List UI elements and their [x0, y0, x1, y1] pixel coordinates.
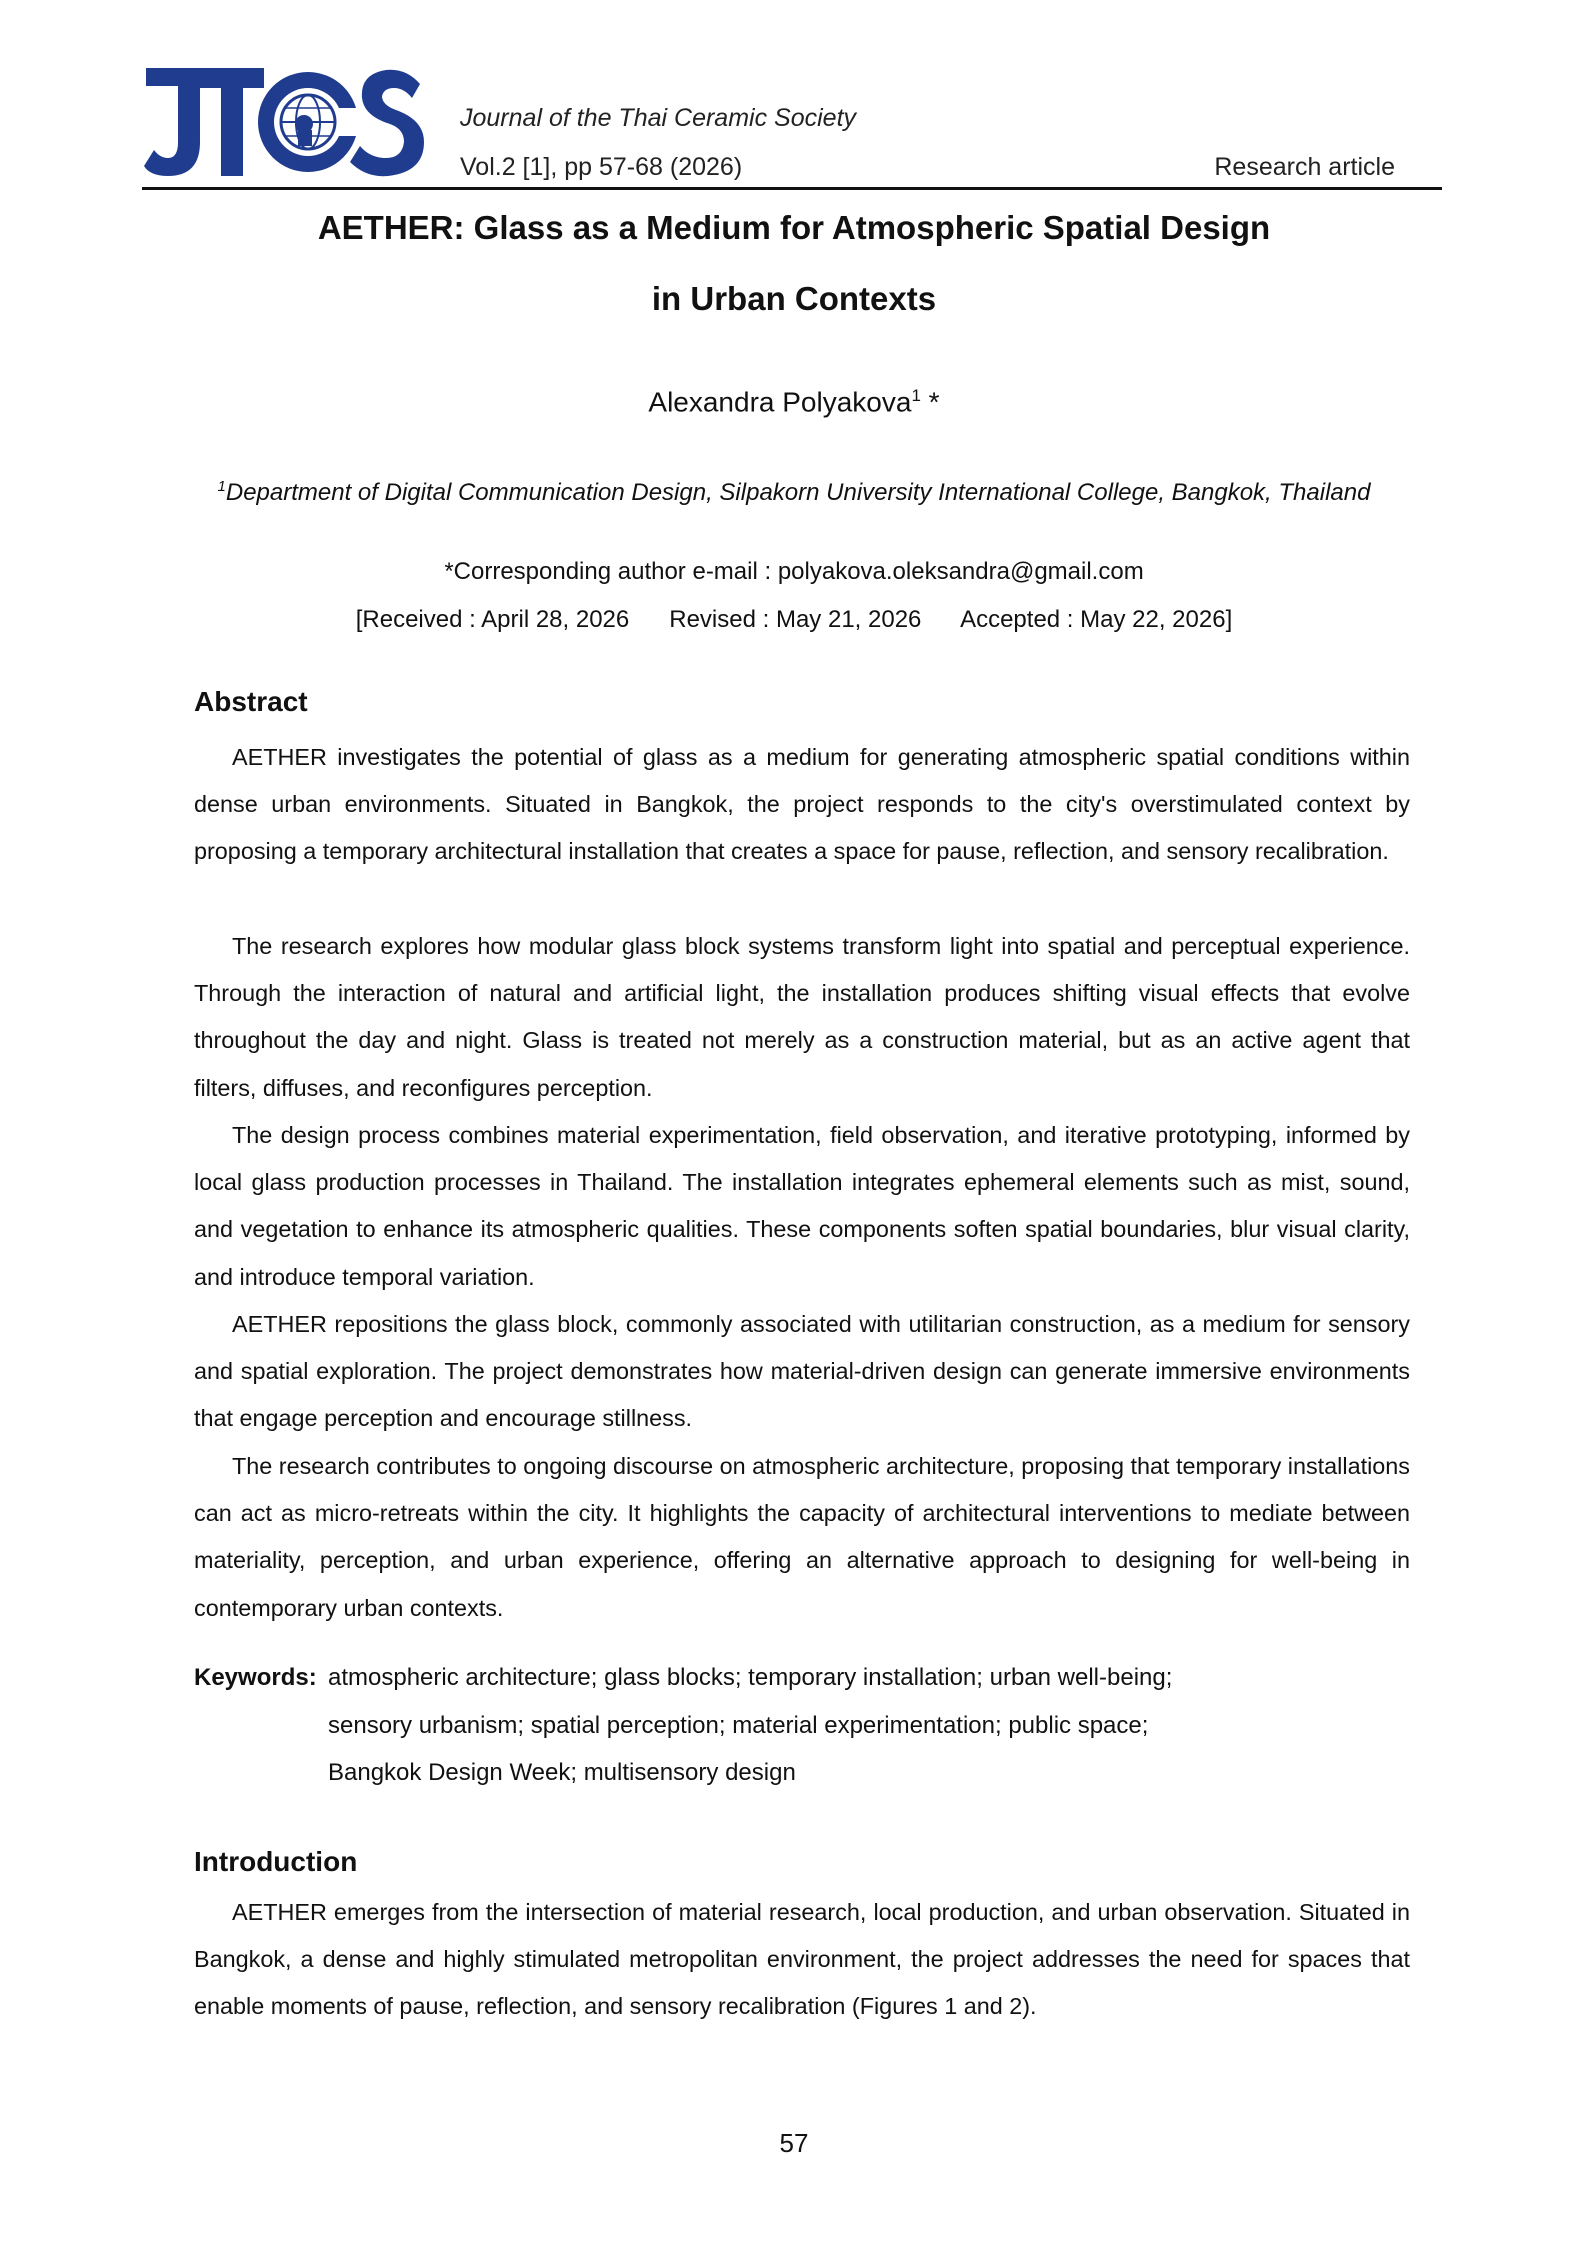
journal-logo	[142, 62, 432, 180]
affiliation	[0, 478, 1588, 507]
keywords-line: atmospheric architecture; glass blocks; temporary installation; urban well-being;	[328, 1664, 1173, 1691]
keywords-label: Keywords:	[194, 1664, 317, 1691]
article-title-line-2: in Urban Contexts	[651, 280, 937, 317]
page-number: 57	[779, 2128, 809, 2158]
keywords-line: Bangkok Design Week; multisensory design	[328, 1759, 796, 1786]
author	[0, 386, 1588, 418]
corresponding-email: *Corresponding author e-mail : polyakova.oleksandra@gmail.com	[444, 558, 1144, 585]
submission-dates: [Received : April 28, 2026 Revised : May 21, 2026 Accepted : May 22, 2026]	[355, 606, 1233, 633]
abstract-heading: Abstract	[194, 686, 308, 717]
affiliation-mark: 1	[217, 478, 226, 495]
introduction-paragraph: AETHER emerges from the intersection of material research, local production, and urban observation. Situated in Bangkok, a dense and highly stimulated metropolitan environment, the project addresses the need for spaces that enable moments of pause, reflection, and sensory recalibration (Figures 1 and 2).	[194, 1899, 1410, 2020]
keywords-list	[328, 1654, 1172, 1797]
author-affiliation-mark: 1	[911, 386, 921, 405]
abstract-paragraph-2: The research explores how modular glass block systems transform light into spatial and perceptual experience. Through the interaction of natural and artificial light, the installation produces shifting visual effects that evolve throughout the day and night. Glass is treated not merely as a construction material, but as an active agent that filters, diffuses, and reconfigures perception.	[194, 933, 1410, 1101]
corresponding-mark: *	[920, 386, 940, 418]
abstract-paragraph-1: AETHER investigates the potential of glass as a medium for generating atmospheric spatial conditions within dense urban environments. Situated in Bangkok, the project responds to the city's overstimulated context by proposing a temporary architectural installation that creates a space for pause, reflection, and sensory recalibration.	[194, 744, 1410, 865]
article-type: Research article	[1214, 153, 1395, 181]
author-name: Alexandra Polyakova	[648, 386, 912, 418]
header-divider	[142, 187, 1442, 190]
journal-name: Journal of the Thai Ceramic Society	[460, 104, 857, 132]
volume-info: Vol.2 [1], pp 57-68 (2026)	[460, 153, 743, 181]
keywords-line: sensory urbanism; spatial perception; material experimentation; public space;	[328, 1711, 1149, 1739]
abstract-paragraph-4: AETHER repositions the glass block, commonly associated with utilitarian construction, as a medium for sensory and spatial exploration. The project demonstrates how material-driven design can generate immersive environments that engage perception and encourage stillness.	[194, 1311, 1410, 1432]
introduction-heading: Introduction	[194, 1846, 358, 1877]
article-title-line-1: AETHER: Glass as a Medium for Atmospheric Spatial Design	[317, 209, 1271, 246]
affiliation-text: Department of Digital Communication Design, Silpakorn University International College, Bangkok, Thailand	[225, 479, 1371, 506]
abstract-paragraph-3: The design process combines material experimentation, field observation, and iterative prototyping, informed by local glass production processes in Thailand. The installation integrates ephemeral elements such as mist, sound, and vegetation to enhance its atmospheric qualities. These components soften spatial boundaries, blur visual clarity, and introduce temporal variation.	[194, 1122, 1410, 1290]
abstract-paragraph-5: The research contributes to ongoing discourse on atmospheric architecture, proposing that temporary installations can act as micro-retreats within the city. It highlights the capacity of architectural interventions to mediate between materiality, perception, and urban experience, offering an alternative approach to designing for well-being in contemporary urban contexts.	[194, 1453, 1410, 1621]
